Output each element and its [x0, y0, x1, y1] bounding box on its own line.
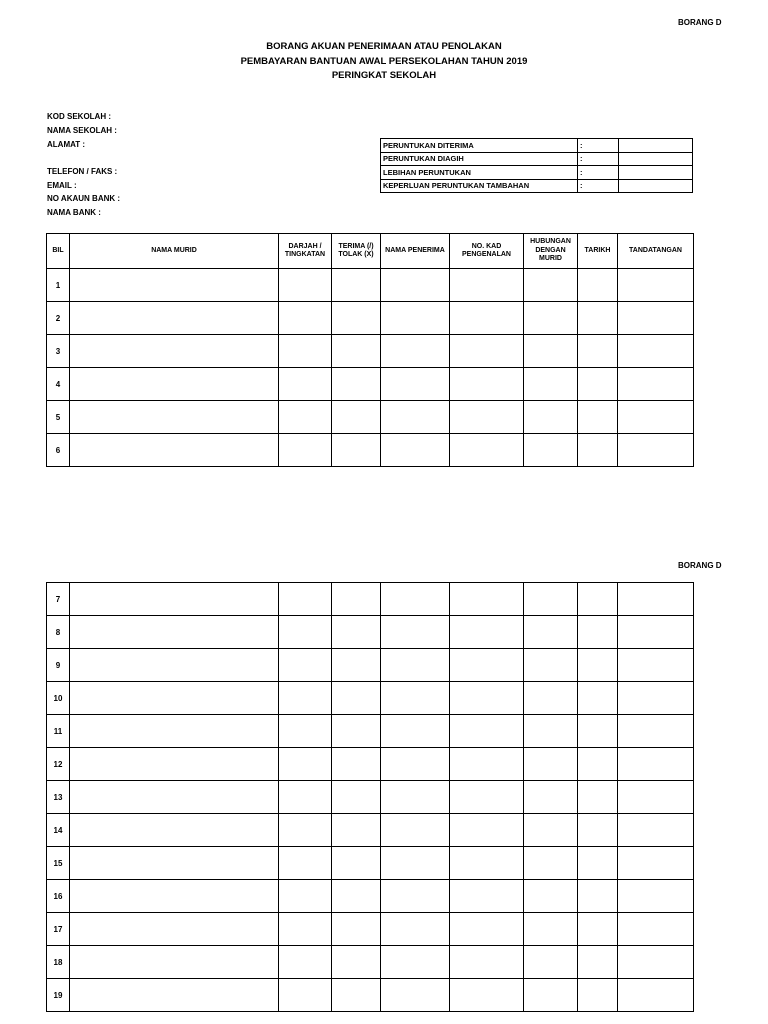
cell-terima-tolak[interactable]	[332, 269, 381, 302]
row-bil: 12	[47, 748, 70, 781]
allocation-row	[381, 152, 693, 166]
row-bil: 3	[47, 335, 70, 368]
cell-darjah[interactable]	[279, 913, 332, 946]
table-row	[47, 748, 694, 781]
nama-sekolah-label: NAMA SEKOLAH :	[47, 126, 117, 135]
table-row	[47, 269, 694, 302]
header-tandatangan: TANDATANGAN	[618, 234, 694, 269]
allocation-value[interactable]	[619, 152, 693, 166]
cell-darjah[interactable]	[279, 368, 332, 401]
allocation-colon: :	[578, 166, 619, 180]
cell-hubungan[interactable]	[524, 649, 578, 682]
cell-darjah[interactable]	[279, 434, 332, 467]
cell-tarikh[interactable]	[578, 781, 618, 814]
cell-darjah[interactable]	[279, 880, 332, 913]
cell-tarikh[interactable]	[578, 715, 618, 748]
cell-tarikh[interactable]	[578, 847, 618, 880]
cell-nama-murid[interactable]	[70, 847, 279, 880]
cell-nama-murid[interactable]	[70, 616, 279, 649]
cell-tandatangan[interactable]	[618, 401, 694, 434]
cell-darjah[interactable]	[279, 814, 332, 847]
cell-darjah[interactable]	[279, 583, 332, 616]
allocation-colon: :	[578, 179, 619, 193]
cell-no-kad[interactable]	[450, 880, 524, 913]
row-bil: 6	[47, 434, 70, 467]
cell-no-kad[interactable]	[450, 434, 524, 467]
cell-darjah[interactable]	[279, 715, 332, 748]
allocation-label: PERUNTUKAN DITERIMA	[381, 139, 578, 153]
cell-nama-murid[interactable]	[70, 335, 279, 368]
cell-tarikh[interactable]	[578, 368, 618, 401]
cell-nama-penerima[interactable]	[381, 979, 450, 1012]
cell-darjah[interactable]	[279, 979, 332, 1012]
cell-terima-tolak[interactable]	[332, 781, 381, 814]
cell-nama-penerima[interactable]	[381, 583, 450, 616]
cell-tandatangan[interactable]	[618, 913, 694, 946]
cell-tandatangan[interactable]	[618, 616, 694, 649]
row-bil: 9	[47, 649, 70, 682]
cell-hubungan[interactable]	[524, 302, 578, 335]
table-row	[47, 880, 694, 913]
cell-tarikh[interactable]	[578, 814, 618, 847]
cell-tandatangan[interactable]	[618, 748, 694, 781]
table-row	[47, 913, 694, 946]
cell-nama-penerima[interactable]	[381, 269, 450, 302]
cell-tandatangan[interactable]	[618, 269, 694, 302]
no-akaun-bank-label: NO AKAUN BANK :	[47, 194, 121, 203]
header-tarikh: TARIKH	[578, 234, 618, 269]
cell-hubungan[interactable]	[524, 368, 578, 401]
cell-tandatangan[interactable]	[618, 583, 694, 616]
allocation-colon: :	[578, 139, 619, 153]
allocation-label: KEPERLUAN PERUNTUKAN TAMBAHAN	[381, 179, 578, 193]
cell-terima-tolak[interactable]	[332, 335, 381, 368]
cell-hubungan[interactable]	[524, 979, 578, 1012]
cell-nama-penerima[interactable]	[381, 434, 450, 467]
alamat-label: ALAMAT :	[47, 140, 86, 149]
header-bil: BIL	[47, 234, 70, 269]
cell-nama-murid[interactable]	[70, 979, 279, 1012]
cell-no-kad[interactable]	[450, 946, 524, 979]
table-row	[47, 682, 694, 715]
cell-nama-penerima[interactable]	[381, 748, 450, 781]
cell-terima-tolak[interactable]	[332, 434, 381, 467]
cell-terima-tolak[interactable]	[332, 814, 381, 847]
title-line-3: PERINGKAT SEKOLAH	[331, 70, 437, 81]
allocation-value[interactable]	[619, 139, 693, 153]
cell-terima-tolak[interactable]	[332, 979, 381, 1012]
cell-darjah[interactable]	[279, 302, 332, 335]
cell-nama-murid[interactable]	[70, 269, 279, 302]
cell-darjah[interactable]	[279, 847, 332, 880]
row-bil: 1	[47, 269, 70, 302]
cell-terima-tolak[interactable]	[332, 946, 381, 979]
title-line-1: BORANG AKUAN PENERIMAAN ATAU PENOLAKAN	[266, 41, 502, 52]
allocation-table	[380, 138, 693, 193]
cell-tarikh[interactable]	[578, 335, 618, 368]
table-row	[47, 649, 694, 682]
student-table	[46, 233, 694, 467]
cell-terima-tolak[interactable]	[332, 368, 381, 401]
cell-darjah[interactable]	[279, 748, 332, 781]
table-row	[47, 401, 694, 434]
cell-hubungan[interactable]	[524, 682, 578, 715]
cell-hubungan[interactable]	[524, 946, 578, 979]
cell-terima-tolak[interactable]	[332, 682, 381, 715]
cell-nama-murid[interactable]	[70, 368, 279, 401]
row-bil: 5	[47, 401, 70, 434]
cell-hubungan[interactable]	[524, 880, 578, 913]
cell-tarikh[interactable]	[578, 434, 618, 467]
cell-nama-murid[interactable]	[70, 715, 279, 748]
cell-nama-penerima[interactable]	[381, 368, 450, 401]
cell-hubungan[interactable]	[524, 583, 578, 616]
table-row	[47, 781, 694, 814]
cell-tandatangan[interactable]	[618, 946, 694, 979]
email-label: EMAIL :	[47, 181, 77, 190]
cell-tarikh[interactable]	[578, 269, 618, 302]
cell-darjah[interactable]	[279, 335, 332, 368]
cell-terima-tolak[interactable]	[332, 880, 381, 913]
cell-tandatangan[interactable]	[618, 302, 694, 335]
cell-no-kad[interactable]	[450, 335, 524, 368]
cell-darjah[interactable]	[279, 616, 332, 649]
header-nama-murid: NAMA MURID	[70, 234, 279, 269]
row-bil: 7	[47, 583, 70, 616]
cell-tarikh[interactable]	[578, 401, 618, 434]
cell-nama-penerima[interactable]	[381, 880, 450, 913]
cell-nama-murid[interactable]	[70, 880, 279, 913]
allocation-value[interactable]	[619, 166, 693, 180]
cell-no-kad[interactable]	[450, 616, 524, 649]
cell-tarikh[interactable]	[578, 583, 618, 616]
header-no-kad: NO. KAD PENGENALAN	[450, 234, 524, 269]
cell-nama-penerima[interactable]	[381, 715, 450, 748]
cell-tandatangan[interactable]	[618, 335, 694, 368]
table-row	[47, 847, 694, 880]
cell-no-kad[interactable]	[450, 269, 524, 302]
cell-darjah[interactable]	[279, 682, 332, 715]
cell-tandatangan[interactable]	[618, 847, 694, 880]
cell-nama-penerima[interactable]	[381, 335, 450, 368]
allocation-value[interactable]	[619, 179, 693, 193]
cell-tarikh[interactable]	[578, 748, 618, 781]
telefon-faks-label: TELEFON / FAKS :	[47, 167, 118, 176]
table-row	[47, 583, 694, 616]
title-line-2: PEMBAYARAN BANTUAN AWAL PERSEKOLAHAN TAHUN 2019	[240, 56, 528, 67]
header-terima-tolak: TERIMA (/) TOLAK (X)	[332, 234, 381, 269]
cell-nama-murid[interactable]	[70, 814, 279, 847]
cell-hubungan[interactable]	[524, 616, 578, 649]
cell-tarikh[interactable]	[578, 880, 618, 913]
form-code: BORANG D	[678, 18, 722, 27]
cell-tarikh[interactable]	[578, 649, 618, 682]
cell-nama-penerima[interactable]	[381, 616, 450, 649]
allocation-label: LEBIHAN PERUNTUKAN	[381, 166, 578, 180]
cell-nama-murid[interactable]	[70, 946, 279, 979]
cell-nama-murid[interactable]	[70, 401, 279, 434]
cell-hubungan[interactable]	[524, 715, 578, 748]
cell-hubungan[interactable]	[524, 781, 578, 814]
header-nama-penerima: NAMA PENERIMA	[381, 234, 450, 269]
cell-darjah[interactable]	[279, 269, 332, 302]
cell-no-kad[interactable]	[450, 368, 524, 401]
table-row	[47, 302, 694, 335]
cell-hubungan[interactable]	[524, 335, 578, 368]
cell-no-kad[interactable]	[450, 847, 524, 880]
cell-tarikh[interactable]	[578, 682, 618, 715]
table-row	[47, 979, 694, 1012]
cell-darjah[interactable]	[279, 649, 332, 682]
cell-nama-murid[interactable]	[70, 583, 279, 616]
cell-terima-tolak[interactable]	[332, 913, 381, 946]
allocation-colon: :	[578, 152, 619, 166]
row-bil: 8	[47, 616, 70, 649]
cell-no-kad[interactable]	[450, 649, 524, 682]
table-row	[47, 814, 694, 847]
row-bil: 10	[47, 682, 70, 715]
cell-nama-murid[interactable]	[70, 302, 279, 335]
student-table-continued	[46, 582, 694, 1012]
cell-terima-tolak[interactable]	[332, 715, 381, 748]
allocation-row	[381, 139, 693, 153]
allocation-label: PERUNTUKAN DIAGIH	[381, 152, 578, 166]
cell-no-kad[interactable]	[450, 748, 524, 781]
allocation-row	[381, 179, 693, 193]
cell-nama-penerima[interactable]	[381, 946, 450, 979]
cell-nama-murid[interactable]	[70, 913, 279, 946]
cell-darjah[interactable]	[279, 946, 332, 979]
cell-nama-penerima[interactable]	[381, 781, 450, 814]
row-bil: 16	[47, 880, 70, 913]
cell-nama-penerima[interactable]	[381, 847, 450, 880]
cell-hubungan[interactable]	[524, 847, 578, 880]
row-bil: 18	[47, 946, 70, 979]
cell-hubungan[interactable]	[524, 401, 578, 434]
cell-tarikh[interactable]	[578, 616, 618, 649]
cell-tandatangan[interactable]	[618, 979, 694, 1012]
cell-nama-penerima[interactable]	[381, 814, 450, 847]
cell-no-kad[interactable]	[450, 583, 524, 616]
cell-darjah[interactable]	[279, 401, 332, 434]
cell-tarikh[interactable]	[578, 946, 618, 979]
cell-nama-murid[interactable]	[70, 649, 279, 682]
cell-no-kad[interactable]	[450, 913, 524, 946]
table-row	[47, 946, 694, 979]
cell-terima-tolak[interactable]	[332, 748, 381, 781]
cell-hubungan[interactable]	[524, 748, 578, 781]
cell-no-kad[interactable]	[450, 781, 524, 814]
cell-tandatangan[interactable]	[618, 649, 694, 682]
nama-bank-label: NAMA BANK :	[47, 208, 101, 217]
cell-nama-murid[interactable]	[70, 781, 279, 814]
cell-tandatangan[interactable]	[618, 715, 694, 748]
cell-tandatangan[interactable]	[618, 434, 694, 467]
allocation-row	[381, 166, 693, 180]
cell-tandatangan[interactable]	[618, 880, 694, 913]
cell-hubungan[interactable]	[524, 269, 578, 302]
cell-tarikh[interactable]	[578, 913, 618, 946]
header-darjah: DARJAH / TINGKATAN	[279, 234, 332, 269]
cell-nama-murid[interactable]	[70, 434, 279, 467]
cell-no-kad[interactable]	[450, 715, 524, 748]
cell-terima-tolak[interactable]	[332, 583, 381, 616]
cell-no-kad[interactable]	[450, 302, 524, 335]
table-row	[47, 335, 694, 368]
cell-tandatangan[interactable]	[618, 781, 694, 814]
cell-no-kad[interactable]	[450, 682, 524, 715]
table-row	[47, 368, 694, 401]
row-bil: 14	[47, 814, 70, 847]
form-code-page-2: BORANG D	[678, 561, 722, 570]
table-row	[47, 616, 694, 649]
cell-nama-penerima[interactable]	[381, 649, 450, 682]
cell-hubungan[interactable]	[524, 913, 578, 946]
cell-tandatangan[interactable]	[618, 682, 694, 715]
row-bil: 19	[47, 979, 70, 1012]
cell-tarikh[interactable]	[578, 979, 618, 1012]
cell-tandatangan[interactable]	[618, 814, 694, 847]
table-row	[47, 715, 694, 748]
cell-terima-tolak[interactable]	[332, 847, 381, 880]
cell-terima-tolak[interactable]	[332, 401, 381, 434]
cell-no-kad[interactable]	[450, 401, 524, 434]
cell-nama-murid[interactable]	[70, 748, 279, 781]
table-header-row	[47, 234, 694, 269]
row-bil: 15	[47, 847, 70, 880]
row-bil: 11	[47, 715, 70, 748]
cell-nama-penerima[interactable]	[381, 913, 450, 946]
row-bil: 4	[47, 368, 70, 401]
cell-hubungan[interactable]	[524, 434, 578, 467]
kod-sekolah-label: KOD SEKOLAH :	[47, 112, 111, 121]
table-row	[47, 434, 694, 467]
row-bil: 17	[47, 913, 70, 946]
row-bil: 13	[47, 781, 70, 814]
cell-terima-tolak[interactable]	[332, 616, 381, 649]
cell-no-kad[interactable]	[450, 979, 524, 1012]
cell-terima-tolak[interactable]	[332, 302, 381, 335]
cell-nama-penerima[interactable]	[381, 401, 450, 434]
cell-darjah[interactable]	[279, 781, 332, 814]
cell-tarikh[interactable]	[578, 302, 618, 335]
cell-no-kad[interactable]	[450, 814, 524, 847]
cell-nama-murid[interactable]	[70, 682, 279, 715]
header-hubungan: HUBUNGAN DENGAN MURID	[524, 234, 578, 269]
cell-tandatangan[interactable]	[618, 368, 694, 401]
cell-nama-penerima[interactable]	[381, 302, 450, 335]
cell-terima-tolak[interactable]	[332, 649, 381, 682]
row-bil: 2	[47, 302, 70, 335]
cell-nama-penerima[interactable]	[381, 682, 450, 715]
cell-hubungan[interactable]	[524, 814, 578, 847]
